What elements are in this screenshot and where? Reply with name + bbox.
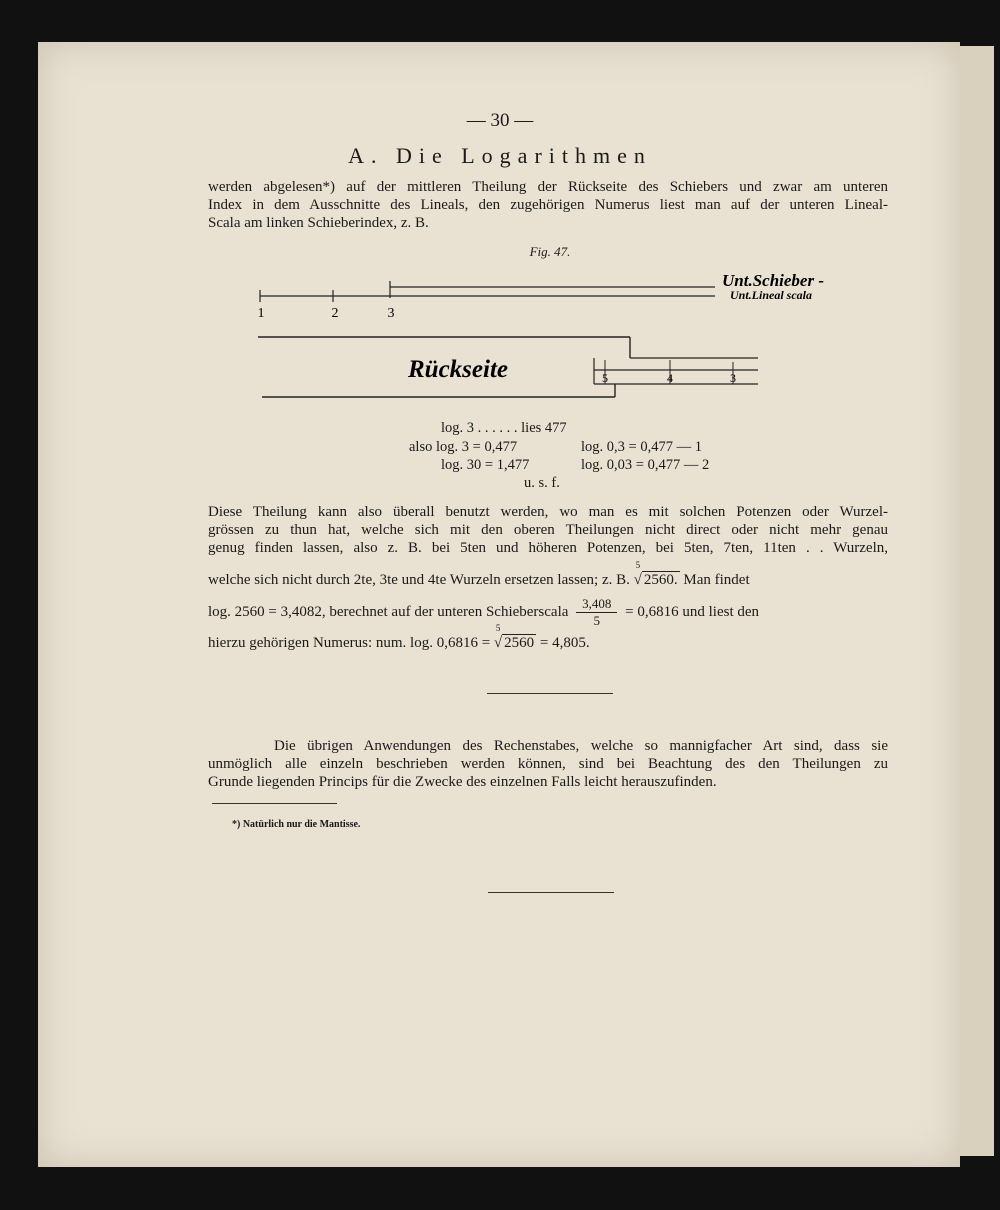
section-title: A. Die Logarithmen [348, 143, 652, 168]
math-text: hierzu gehörigen Numerus: num. log. 0,6816 = [208, 635, 491, 651]
root-index: 5 [495, 623, 501, 633]
denominator: 5 [593, 613, 601, 628]
math-text: welche sich nicht durch 2te, 3te und 4te Wurzeln ersetzen lassen; z. B. [208, 572, 630, 588]
closing-paragraph [208, 737, 888, 791]
intro-line: Scala am linken Schieberindex, z. B. [208, 215, 429, 231]
section-divider [487, 693, 613, 694]
inner-tick-label: 3 [730, 371, 736, 385]
math-text: = 4,805. [539, 635, 590, 651]
closing-line: Grunde liegenden Princips für die Zwecke des einzelnen Falls leicht herauszufinden. [208, 774, 717, 790]
intro-line: Index in dem Ausschnitte des Lineals, den zugehörigen Numerus liest man auf der unteren Lineal- [208, 197, 888, 213]
inner-tick-label: 4 [667, 371, 673, 385]
body-line: genug finden lassen, also z. B. bei 5ten und höheren Potenzen, bei 5ten, 7ten, 11ten . . Wurzeln, [208, 540, 888, 556]
body-paragraph [208, 503, 888, 557]
closing-line: Die übrigen Anwendungen des Rechenstabes, welche so mannigfacher Art sind, dass sie [274, 738, 888, 754]
math-text: log. 2560 = 3,4082, berechnet auf der unteren Schieberscala [208, 603, 569, 620]
fifth-root: √ 5 2560 [493, 623, 535, 651]
math-text: = 0,6816 und liest den [625, 603, 760, 620]
fifth-root: √ 5 2560. [633, 560, 678, 588]
log-row-1: log. 3 . . . . . . lies 477 [441, 420, 567, 436]
footnote-divider [212, 803, 337, 804]
root-index: 5 [635, 560, 641, 570]
figure-label: Fig. 47. [529, 244, 571, 259]
scale-tick-label: 1 [257, 306, 265, 321]
log-row-3a: log. 30 = 1,477 [441, 457, 530, 473]
log-row-2a: also log. 3 = 0,477 [409, 439, 518, 455]
math-line-1 [208, 560, 888, 589]
fraction [576, 596, 617, 629]
side-label-schieber: Unt.Schieber - [722, 271, 824, 290]
radicand: 2560 [504, 635, 535, 651]
page-number: — 30 — [466, 110, 534, 131]
math-text: Man findet [683, 572, 750, 588]
body-line: Diese Theilung kann also überall benutzt werden, wo man es mit solchen Potenzen oder Wurzel- [208, 504, 888, 520]
log-row-3b: log. 0,03 = 0,477 — 2 [581, 457, 710, 473]
radicand: 2560. [643, 572, 678, 588]
footnote: *) Natürlich nur die Mantisse. [232, 819, 361, 830]
log-row-4: u. s. f. [524, 475, 560, 491]
intro-line: werden abgelesen*) auf der mittleren Theilung der Rückseite des Schiebers und zwar am unteren [208, 179, 888, 195]
log-row-2b: log. 0,3 = 0,477 — 1 [581, 439, 702, 455]
scale-tick-label: 2 [331, 306, 339, 321]
math-line-3 [208, 623, 888, 652]
end-divider [488, 892, 614, 893]
body-line: grössen zu thun hat, welche sich mit den oberen Theilungen nicht direct oder nicht mehr genau [208, 522, 888, 538]
math-line-2 [208, 596, 888, 629]
slide-rule-figure [0, 0, 1000, 420]
scale-tick-label: 3 [387, 306, 395, 321]
side-label-lineal: Unt.Lineal scala [730, 288, 813, 302]
closing-line: unmöglich alle einzeln beschrieben werden können, sind bei Beachtung des den Theilungen zu [208, 756, 888, 772]
back-side-label: Rückseite [408, 356, 508, 383]
numerator: 3,408 [576, 596, 617, 613]
inner-tick-label: 5 [602, 371, 608, 385]
